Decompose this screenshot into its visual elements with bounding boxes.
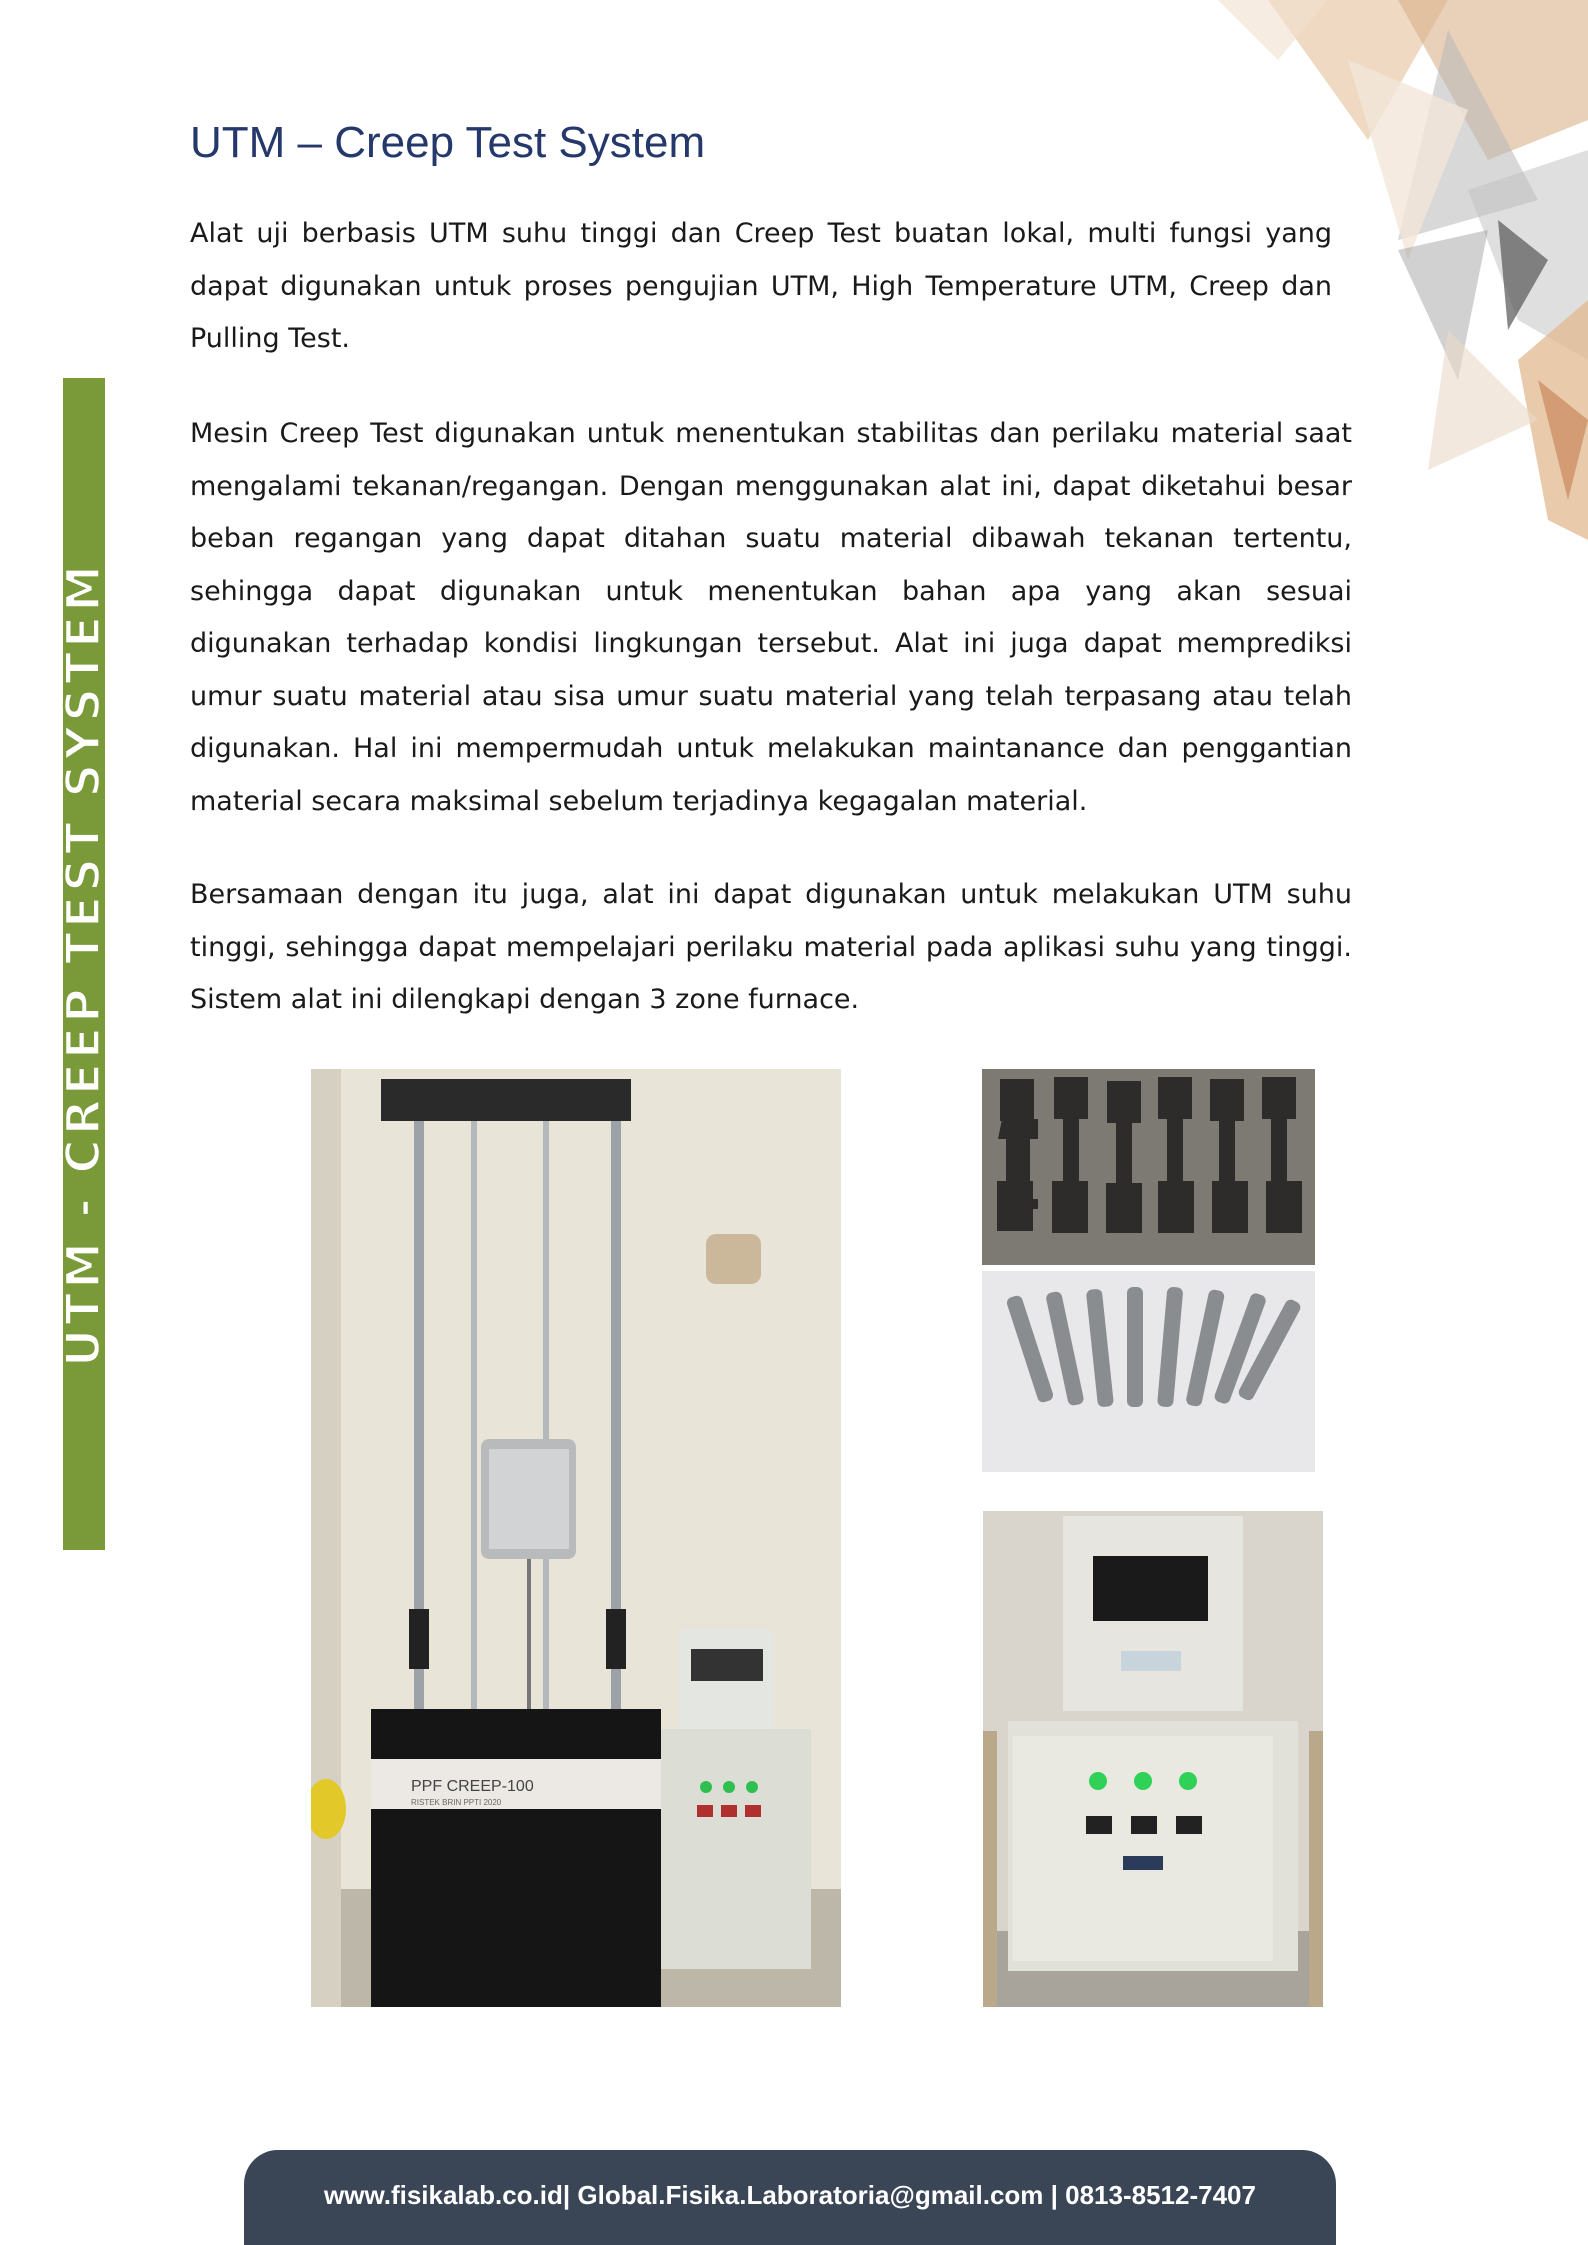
photo-specimens [982, 1069, 1315, 1472]
photo-creep-machine [311, 1069, 841, 2007]
machine-label: PPF CREEP-100 [411, 1778, 534, 1795]
footer-bar [244, 2150, 1336, 2245]
paragraph-intro: Alat uji berbasis UTM suhu tinggi dan Creep Test buatan lokal, multi fungsi yang dapat digunakan untuk proses pengujian UTM, High Temperature UTM, Creep dan Pulling Test. [190, 218, 1332, 354]
paragraph-high-temp: Bersamaan dengan itu juga, alat ini dapat digunakan untuk melakukan UTM suhu tinggi, sehingga dapat mempelajari perilaku material pada aplikasi suhu yang tinggi. Sistem alat ini dilengkapi dengan 3 zone furnace. [190, 879, 1352, 1015]
photo-control-panel [983, 1511, 1323, 2007]
footer-contact: www.fisikalab.co.id| Global.Fisika.Laboratoria@gmail.com | 0813-8512-7407 [324, 2180, 1256, 2210]
machine-sublabel: RISTEK BRIN PPTI 2020 [411, 1798, 502, 1807]
page-title: UTM – Creep Test System [190, 118, 706, 167]
side-title: UTM - CREEP TEST SYSTEM [56, 560, 112, 1368]
paragraph-creep-test: Mesin Creep Test digunakan untuk menentukan stabilitas dan perilaku material saat mengalami tekanan/regangan. Dengan menggunakan alat ini, dapat diketahui besar beban regangan yang dapat ditahan suatu material dibawah tekanan tertentu, sehingga dapat digunakan untuk menentukan bahan apa yang akan sesuai digunakan terhadap kondisi lingkungan tersebut. Alat ini juga dapat memprediksi umur suatu material atau sisa umur suatu material yang telah terpasang atau telah digunakan. Hal ini mempermudah untuk melakukan maintanance dan penggantian material secara maksimal sebelum terjadinya kegagalan material. [190, 418, 1352, 817]
